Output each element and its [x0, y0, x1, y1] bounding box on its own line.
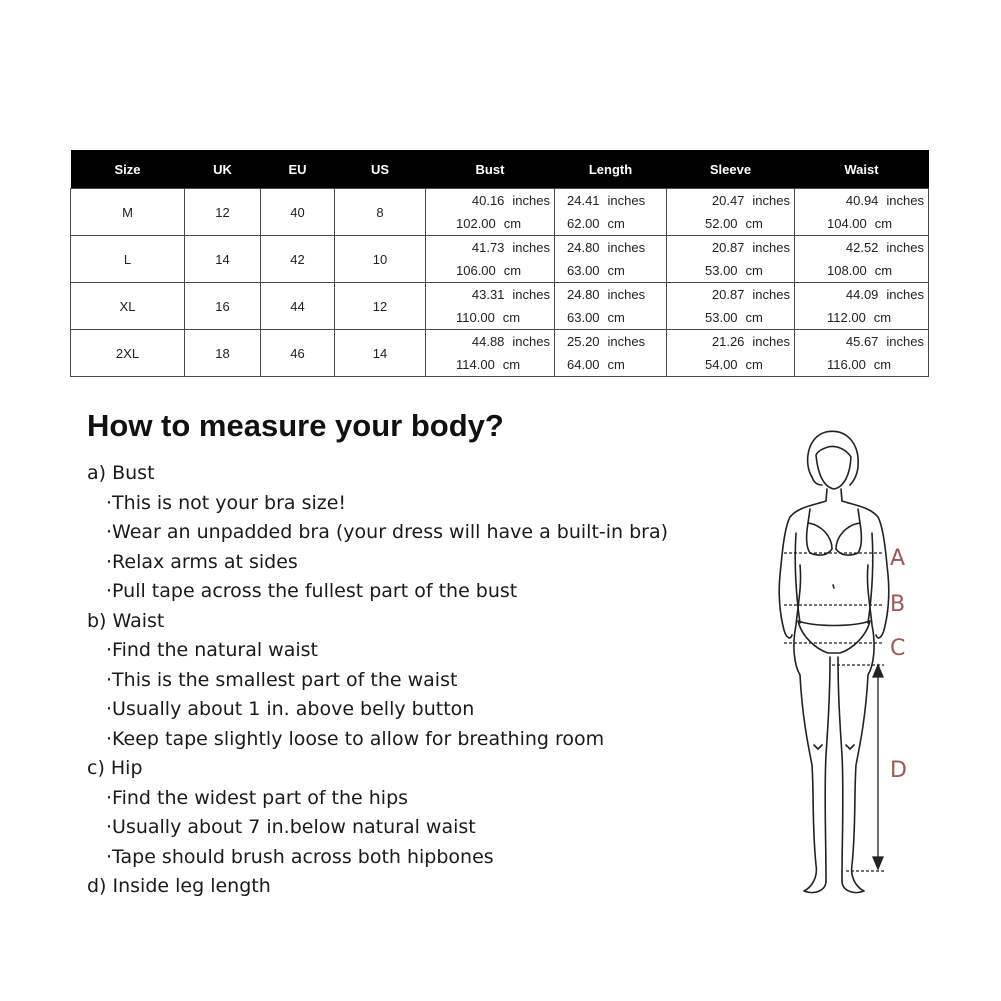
length-cm: 63.00 cm	[567, 310, 625, 325]
waist-tip: ·Find the natural waist	[106, 639, 318, 661]
bust-tip: ·Relax arms at sides	[106, 550, 298, 573]
waist-tip: ·Usually about 1 in. above belly button	[106, 698, 475, 720]
header-bust: Bust	[426, 150, 555, 189]
body-measurement-figure	[760, 425, 920, 905]
length-inches: 24.80 inches	[567, 240, 646, 255]
waist-cm: 112.00 cm	[827, 310, 892, 325]
cell-waist	[795, 189, 929, 236]
hip-heading: c) Hip	[87, 757, 143, 779]
sleeve-inches: 20.87 inches	[711, 287, 790, 302]
sleeve-inches: 20.87 inches	[711, 240, 790, 255]
length-inches: 24.80 inches	[567, 287, 646, 302]
bust-inches: 40.16 inches	[471, 193, 550, 208]
cell-waist	[795, 283, 929, 330]
waist-cm: 108.00 cm	[827, 263, 893, 278]
cell-length	[555, 236, 667, 283]
table-row	[71, 189, 929, 236]
length-cm: 64.00 cm	[567, 357, 625, 372]
header-size: Size	[71, 150, 185, 189]
measure-guide	[87, 459, 727, 902]
hip-tip: ·Usually about 7 in.below natural waist	[106, 816, 476, 838]
cell-sleeve	[667, 283, 795, 330]
bust-inches: 44.88 inches	[471, 334, 550, 349]
cell-us: 14	[335, 330, 426, 377]
cell-bust	[426, 236, 555, 283]
sleeve-cm: 54.00 cm	[705, 357, 763, 372]
bust-inches: 43.31 inches	[471, 287, 550, 302]
bust-cm: 110.00 cm	[456, 310, 521, 325]
sleeve-inches: 21.26 inches	[711, 334, 790, 349]
bust-cm: 106.00 cm	[456, 263, 522, 278]
cell-waist	[795, 330, 929, 377]
cell-uk: 18	[185, 330, 261, 377]
cell-sleeve	[667, 236, 795, 283]
guide-title: How to measure your body?	[87, 408, 504, 443]
length-cm: 63.00 cm	[567, 263, 625, 278]
label-c: C	[890, 636, 906, 661]
cell-eu: 40	[261, 189, 335, 236]
cell-size: 2XL	[71, 330, 185, 377]
table-row	[71, 283, 929, 330]
table-body	[71, 189, 929, 377]
cell-bust	[426, 189, 555, 236]
waist-tip: ·Keep tape slightly loose to allow for breathing room	[106, 727, 605, 750]
bust-cm: 114.00 cm	[456, 357, 521, 372]
sleeve-cm: 53.00 cm	[705, 263, 763, 278]
cell-us: 8	[335, 189, 426, 236]
cell-bust	[426, 283, 555, 330]
cell-eu: 44	[261, 283, 335, 330]
bust-tip: ·Wear an unpadded bra (your dress will have a built-in bra)	[106, 521, 669, 543]
bust-heading: a) Bust	[87, 462, 155, 484]
cell-uk: 14	[185, 236, 261, 283]
cell-us: 12	[335, 283, 426, 330]
waist-tip: ·This is the smallest part of the waist	[106, 668, 458, 691]
cell-length	[555, 189, 667, 236]
waist-cm: 116.00 cm	[827, 357, 892, 372]
cell-size: XL	[71, 283, 185, 330]
cell-waist	[795, 236, 929, 283]
leg-heading: d) Inside leg length	[87, 875, 271, 897]
waist-heading: b) Waist	[87, 609, 165, 632]
waist-inches: 42.52 inches	[845, 240, 924, 255]
female-body-outline	[760, 425, 920, 905]
arrow-up-icon	[873, 665, 883, 677]
size-chart-table	[70, 150, 928, 377]
waist-inches: 40.94 inches	[845, 193, 924, 208]
label-d: D	[890, 758, 907, 783]
cell-bust	[426, 330, 555, 377]
header-uk: UK	[185, 150, 261, 189]
bust-cm: 102.00 cm	[456, 216, 522, 231]
cell-length	[555, 283, 667, 330]
waist-inches: 44.09 inches	[845, 287, 924, 302]
sleeve-cm: 52.00 cm	[705, 216, 763, 231]
bust-inches: 41.73 inches	[471, 240, 550, 255]
cell-eu: 46	[261, 330, 335, 377]
cell-us: 10	[335, 236, 426, 283]
header-waist: Waist	[795, 150, 929, 189]
waist-cm: 104.00 cm	[827, 216, 893, 231]
cell-uk: 16	[185, 283, 261, 330]
header-eu: EU	[261, 150, 335, 189]
size-table	[70, 150, 929, 377]
label-a: A	[890, 546, 906, 571]
label-b: B	[890, 592, 906, 617]
bust-tip: ·Pull tape across the fullest part of the bust	[106, 580, 518, 602]
cell-eu: 42	[261, 236, 335, 283]
sleeve-cm: 53.00 cm	[705, 310, 763, 325]
cell-size: M	[71, 189, 185, 236]
length-inches: 25.20 inches	[567, 334, 646, 349]
waist-inches: 45.67 inches	[845, 334, 924, 349]
hip-tip: ·Find the widest part of the hips	[106, 786, 409, 809]
length-inches: 24.41 inches	[567, 193, 646, 208]
header-sleeve: Sleeve	[667, 150, 795, 189]
bust-tip: ·This is not your bra size!	[106, 491, 347, 514]
header-us: US	[335, 150, 426, 189]
cell-length	[555, 330, 667, 377]
cell-sleeve	[667, 189, 795, 236]
hip-tip: ·Tape should brush across both hipbones	[106, 845, 494, 868]
cell-uk: 12	[185, 189, 261, 236]
length-cm: 62.00 cm	[567, 216, 625, 231]
cell-sleeve	[667, 330, 795, 377]
table-row	[71, 330, 929, 377]
table-header-row	[71, 150, 929, 189]
table-row	[71, 236, 929, 283]
sleeve-inches: 20.47 inches	[711, 193, 790, 208]
arrow-down-icon	[873, 857, 883, 869]
header-length: Length	[555, 150, 667, 189]
cell-size: L	[71, 236, 185, 283]
